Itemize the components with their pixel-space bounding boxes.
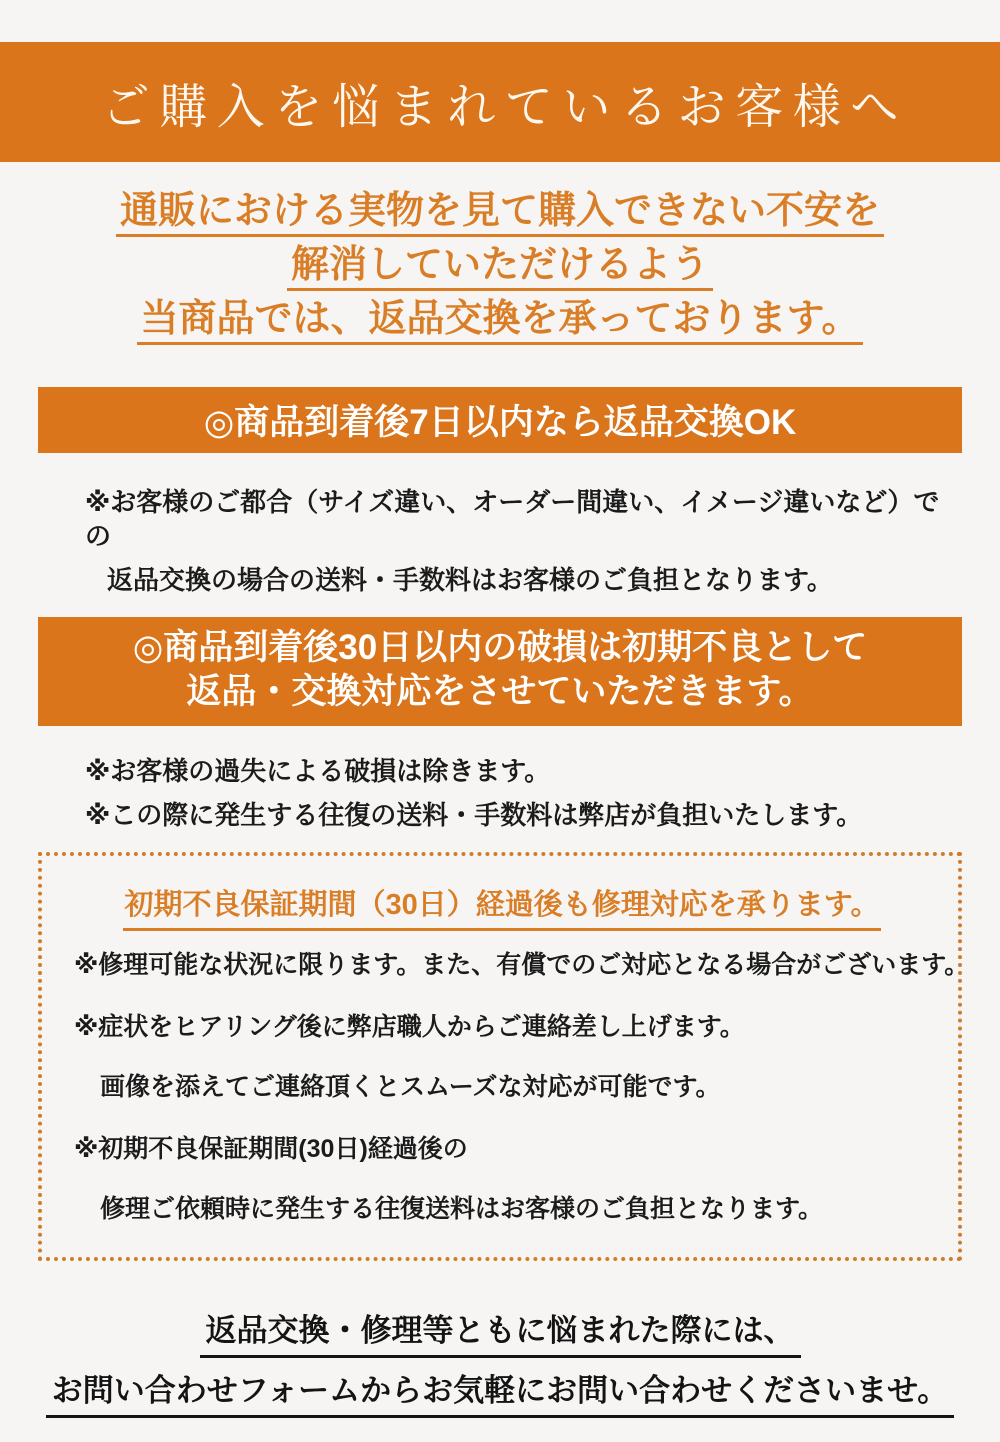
- intro-line-2: [0, 246, 1000, 291]
- thirty-day-defect-banner-line-2: 返品・交換対応をさせていただきます。: [186, 672, 814, 711]
- intro-line-3-text: 当商品では、返品交換を承っております。: [137, 300, 864, 345]
- intro-paragraph: [0, 192, 1000, 345]
- page: [0, 42, 1000, 1418]
- seven-day-return-banner-text: ◎商品到着後7日以内なら返品交換OK: [203, 403, 797, 442]
- intro-line-2-text: 解消していただけるよう: [287, 246, 713, 291]
- repair-guarantee-title: [74, 882, 930, 931]
- seven-day-note-line-2: 返品交換の場合の送料・手数料はお客様のご負担となります。: [107, 565, 833, 595]
- thirty-day-note-line-2: ※この際に発生する往復の送料・手数料は弊店が負担いたします。: [85, 800, 863, 830]
- seven-day-note-line-1: ※お客様のご都合（サイズ違い、オーダー間違い、イメージ違いなど）での: [85, 487, 940, 551]
- thirty-day-defect-banner: [38, 617, 962, 726]
- header-banner: [0, 42, 1000, 162]
- footer-line-2: [0, 1365, 1000, 1418]
- footer-line-2-text: お問い合わせフォームからお気軽にお問い合わせくださいませ。: [46, 1365, 955, 1418]
- repair-guarantee-notes: [74, 945, 970, 1225]
- repair-note-line-3: 画像を添えてご連絡頂くとスムーズな対応が可能です。: [100, 1073, 721, 1101]
- footer-contact-message: [0, 1305, 1000, 1418]
- intro-line-3: [0, 300, 1000, 345]
- intro-line-1-text: 通販における実物を見て購入できない不安を: [116, 192, 884, 237]
- thirty-day-defect-banner-line-1: ◎商品到着後30日以内の破損は初期不良として: [132, 628, 868, 667]
- repair-note-line-1: ※修理可能な状況に限ります。また、有償でのご対応となる場合がございます。: [74, 951, 970, 979]
- page-title: ご購入を悩まれているお客様へ: [101, 80, 908, 134]
- repair-note-line-4: ※初期不良保証期間(30日)経過後の: [74, 1135, 468, 1163]
- seven-day-notes: [85, 485, 960, 597]
- seven-day-return-banner: [38, 387, 962, 453]
- intro-line-1: [0, 192, 1000, 237]
- repair-note-line-5: 修理ご依頼時に発生する往復送料はお客様のご負担となります。: [100, 1195, 824, 1223]
- thirty-day-note-line-1: ※お客様の過失による破損は除きます。: [85, 756, 551, 786]
- footer-line-1: [0, 1305, 1000, 1358]
- repair-note-line-2: ※症状をヒアリング後に弊店職人からご連絡差し上げます。: [74, 1013, 745, 1041]
- repair-guarantee-box: [38, 852, 970, 1261]
- footer-line-1-text: 返品交換・修理等ともに悩まれた際には、: [200, 1305, 801, 1358]
- repair-guarantee-title-text: 初期不良保証期間（30日）経過後も修理対応を承ります。: [123, 882, 882, 931]
- thirty-day-notes: [85, 754, 960, 832]
